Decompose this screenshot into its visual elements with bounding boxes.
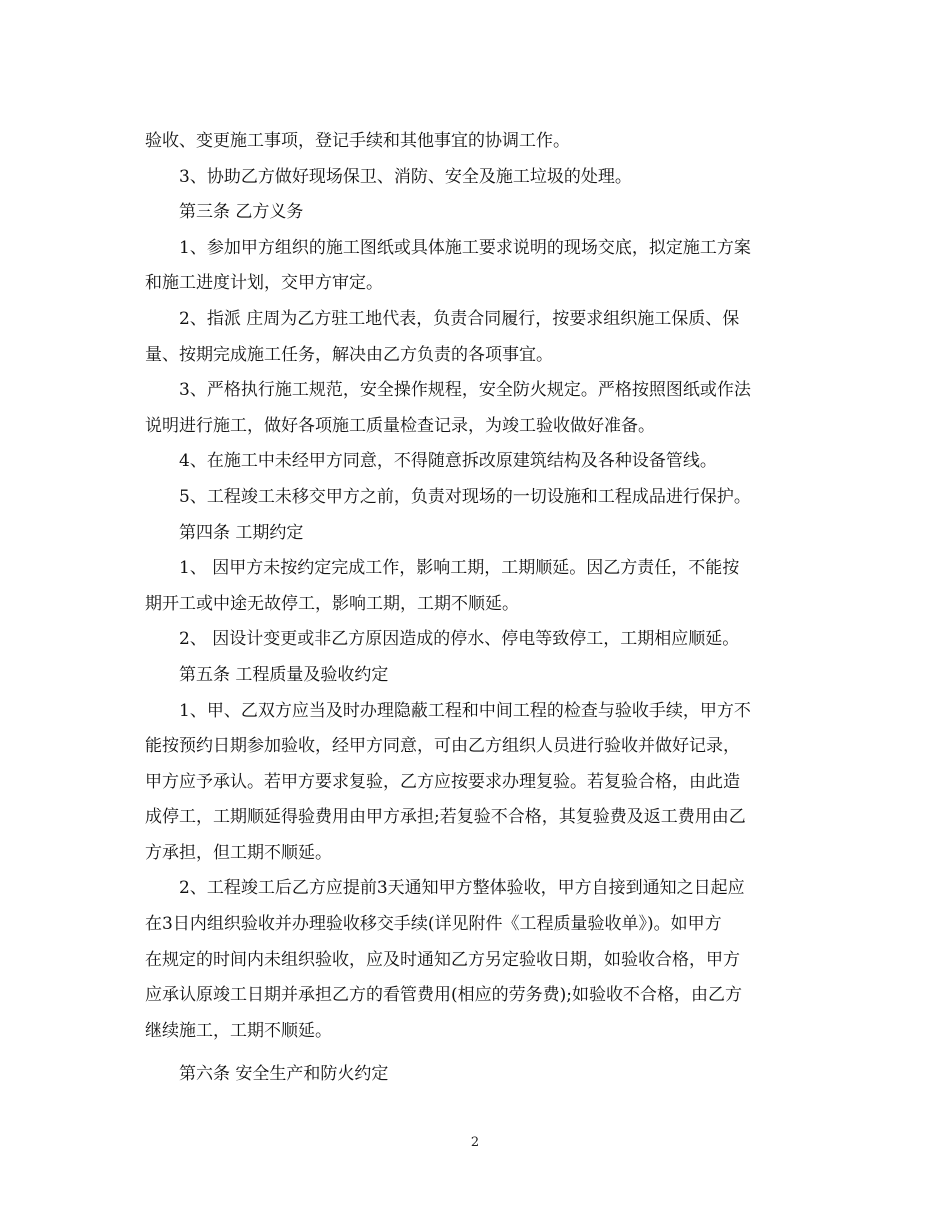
text-line: 能按预约日期参加验收，经甲方同意，可由乙方组织人员进行验收并做好记录， (145, 736, 740, 757)
text-line: 3、协助乙方做好现场保卫、消防、安全及施工垃圾的处理。 (179, 166, 632, 187)
text-line: 2、指派 庄周为乙方驻工地代表，负责合同履行，按要求组织施工保质、保 (179, 308, 740, 329)
text-line: 1、甲、乙双方应当及时办理隐蔽工程和中间工程的检查与验收手续，甲方不 (179, 700, 751, 721)
text-line: 在3日内组织验收并办理验收移交手续(详见附件《工程质量验收单》)。如甲方 (145, 914, 722, 935)
section-heading: 第三条 乙方义务 (179, 202, 304, 223)
text-line: 3、严格执行施工规范，安全操作规程，安全防火规定。严格按照图纸或作法 (179, 380, 751, 401)
text-line: 说明进行施工，做好各项施工质量检查记录，为竣工验收做好准备。 (145, 415, 655, 436)
text-line: 1、 因甲方未按约定完成工作，影响工期，工期顺延。因乙方责任，不能按 (179, 558, 740, 579)
page-number: 2 (470, 1135, 480, 1150)
text-line: 应承认原竣工日期并承担乙方的看管费用(相应的劳务费);如验收不合格，由乙方 (145, 985, 742, 1006)
section-heading: 第四条 工期约定 (179, 522, 304, 543)
text-line: 甲方应予承认。若甲方要求复验，乙方应按要求办理复验。若复验合格，由此造 (145, 771, 740, 792)
paragraph-gap (145, 1049, 805, 1057)
text-line: 2、工程竣工后乙方应提前3天通知甲方整体验收，甲方自接到通知之日起应 (179, 878, 745, 899)
text-line: 量、按期完成施工任务，解决由乙方负责的各项事宜。 (145, 344, 553, 365)
text-line: 方承担，但工期不顺延。 (145, 842, 332, 863)
section-heading: 第六条 安全生产和防火约定 (179, 1064, 389, 1085)
text-line: 1、参加甲方组织的施工图纸或具体施工要求说明的现场交底，拟定施工方案 (179, 237, 751, 258)
text-line: 验收、变更施工事项，登记手续和其他事宜的协调工作。 (145, 131, 570, 151)
text-line: 继续施工，工期不顺延。 (145, 1020, 332, 1041)
text-line: 4、在施工中未经甲方同意，不得随意拆改原建筑结构及各种设备管线。 (179, 451, 717, 472)
section-heading: 第五条 工程质量及验收约定 (179, 664, 389, 685)
text-line: 5、工程竣工未移交甲方之前，负责对现场的一切设施和工程成品进行保护。 (179, 486, 751, 507)
document-body (145, 124, 805, 1093)
text-line: 和施工进度计划，交甲方审定。 (145, 273, 383, 294)
text-line: 期开工或中途无故停工，影响工期，工期不顺延。 (145, 593, 519, 614)
text-line: 在规定的时间内未组织验收，应及时通知乙方另定验收日期，如验收合格，甲方 (145, 949, 740, 970)
text-line: 2、 因设计变更或非乙方原因造成的停水、停电等致停工，工期相应顺延。 (179, 629, 740, 650)
text-line: 成停工，工期顺延得验费用由甲方承担;若复验不合格，其复验费及返工费用由乙 (145, 807, 746, 828)
